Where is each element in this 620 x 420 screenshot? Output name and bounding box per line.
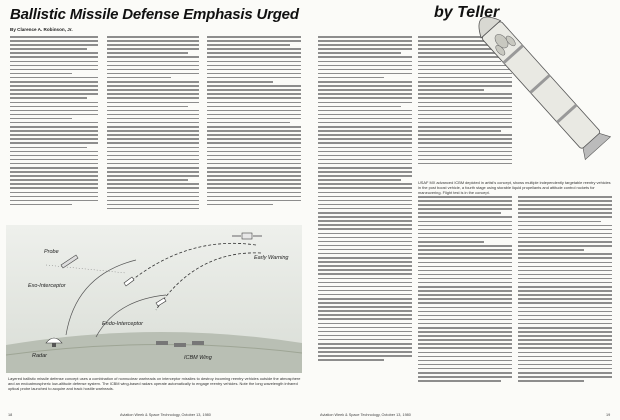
missile-caption: USAF MX advanced ICBM depicted in artist's concept, shows multiple independently targetable reentry vehicles in the post boost vehicle, a fourth stage using storable liquid propellants and attitude control rockets for maneuvering. Flight test is in the concept. (418, 180, 611, 195)
text-column-4 (318, 36, 412, 364)
text-column-1 (10, 36, 98, 208)
label-early-warning: Early Warning (254, 255, 289, 261)
label-endo-interceptor: Endo-Interceptor (102, 321, 143, 327)
label-exo-interceptor: Exo-Interceptor (28, 283, 66, 289)
page-number-left: 18 (8, 413, 13, 417)
label-probe: Probe (44, 249, 59, 255)
footer-left: Aviation Week & Space Technology, October 13, 1980 (120, 413, 211, 417)
text-column-2 (107, 36, 199, 212)
text-column-3 (207, 36, 301, 208)
article-title-continuation: by Teller (434, 4, 500, 21)
label-radar: Radar (32, 353, 47, 359)
text-column-6 (518, 196, 612, 384)
footer-right: Aviation Week & Space Technology, October 13, 1980 (320, 413, 411, 417)
label-icbm-wing: ICBM Wing (184, 355, 212, 361)
text-column-5b (418, 196, 512, 384)
page-number-right: 19 (606, 413, 611, 417)
mx-missile-illustration (466, 0, 616, 170)
byline: By Clarence A. Robinson, Jr. (10, 27, 73, 32)
article-title: Ballistic Missile Defense Emphasis Urged (10, 6, 299, 23)
missile-defense-diagram (6, 225, 302, 373)
diagram-caption: Layered ballistic missile defense concept uses a combination of nonnuclear warheads on interceptor missiles to destroy incoming reentry vehicles outside the atmosphere and an endoatmospheric low-altitude defense system. The ICBM wing-based radars operate automatically to engage reentry vehicles. Note the long wavelength infrared optical probe launched to acquire and track hostile warheads. (8, 376, 301, 391)
